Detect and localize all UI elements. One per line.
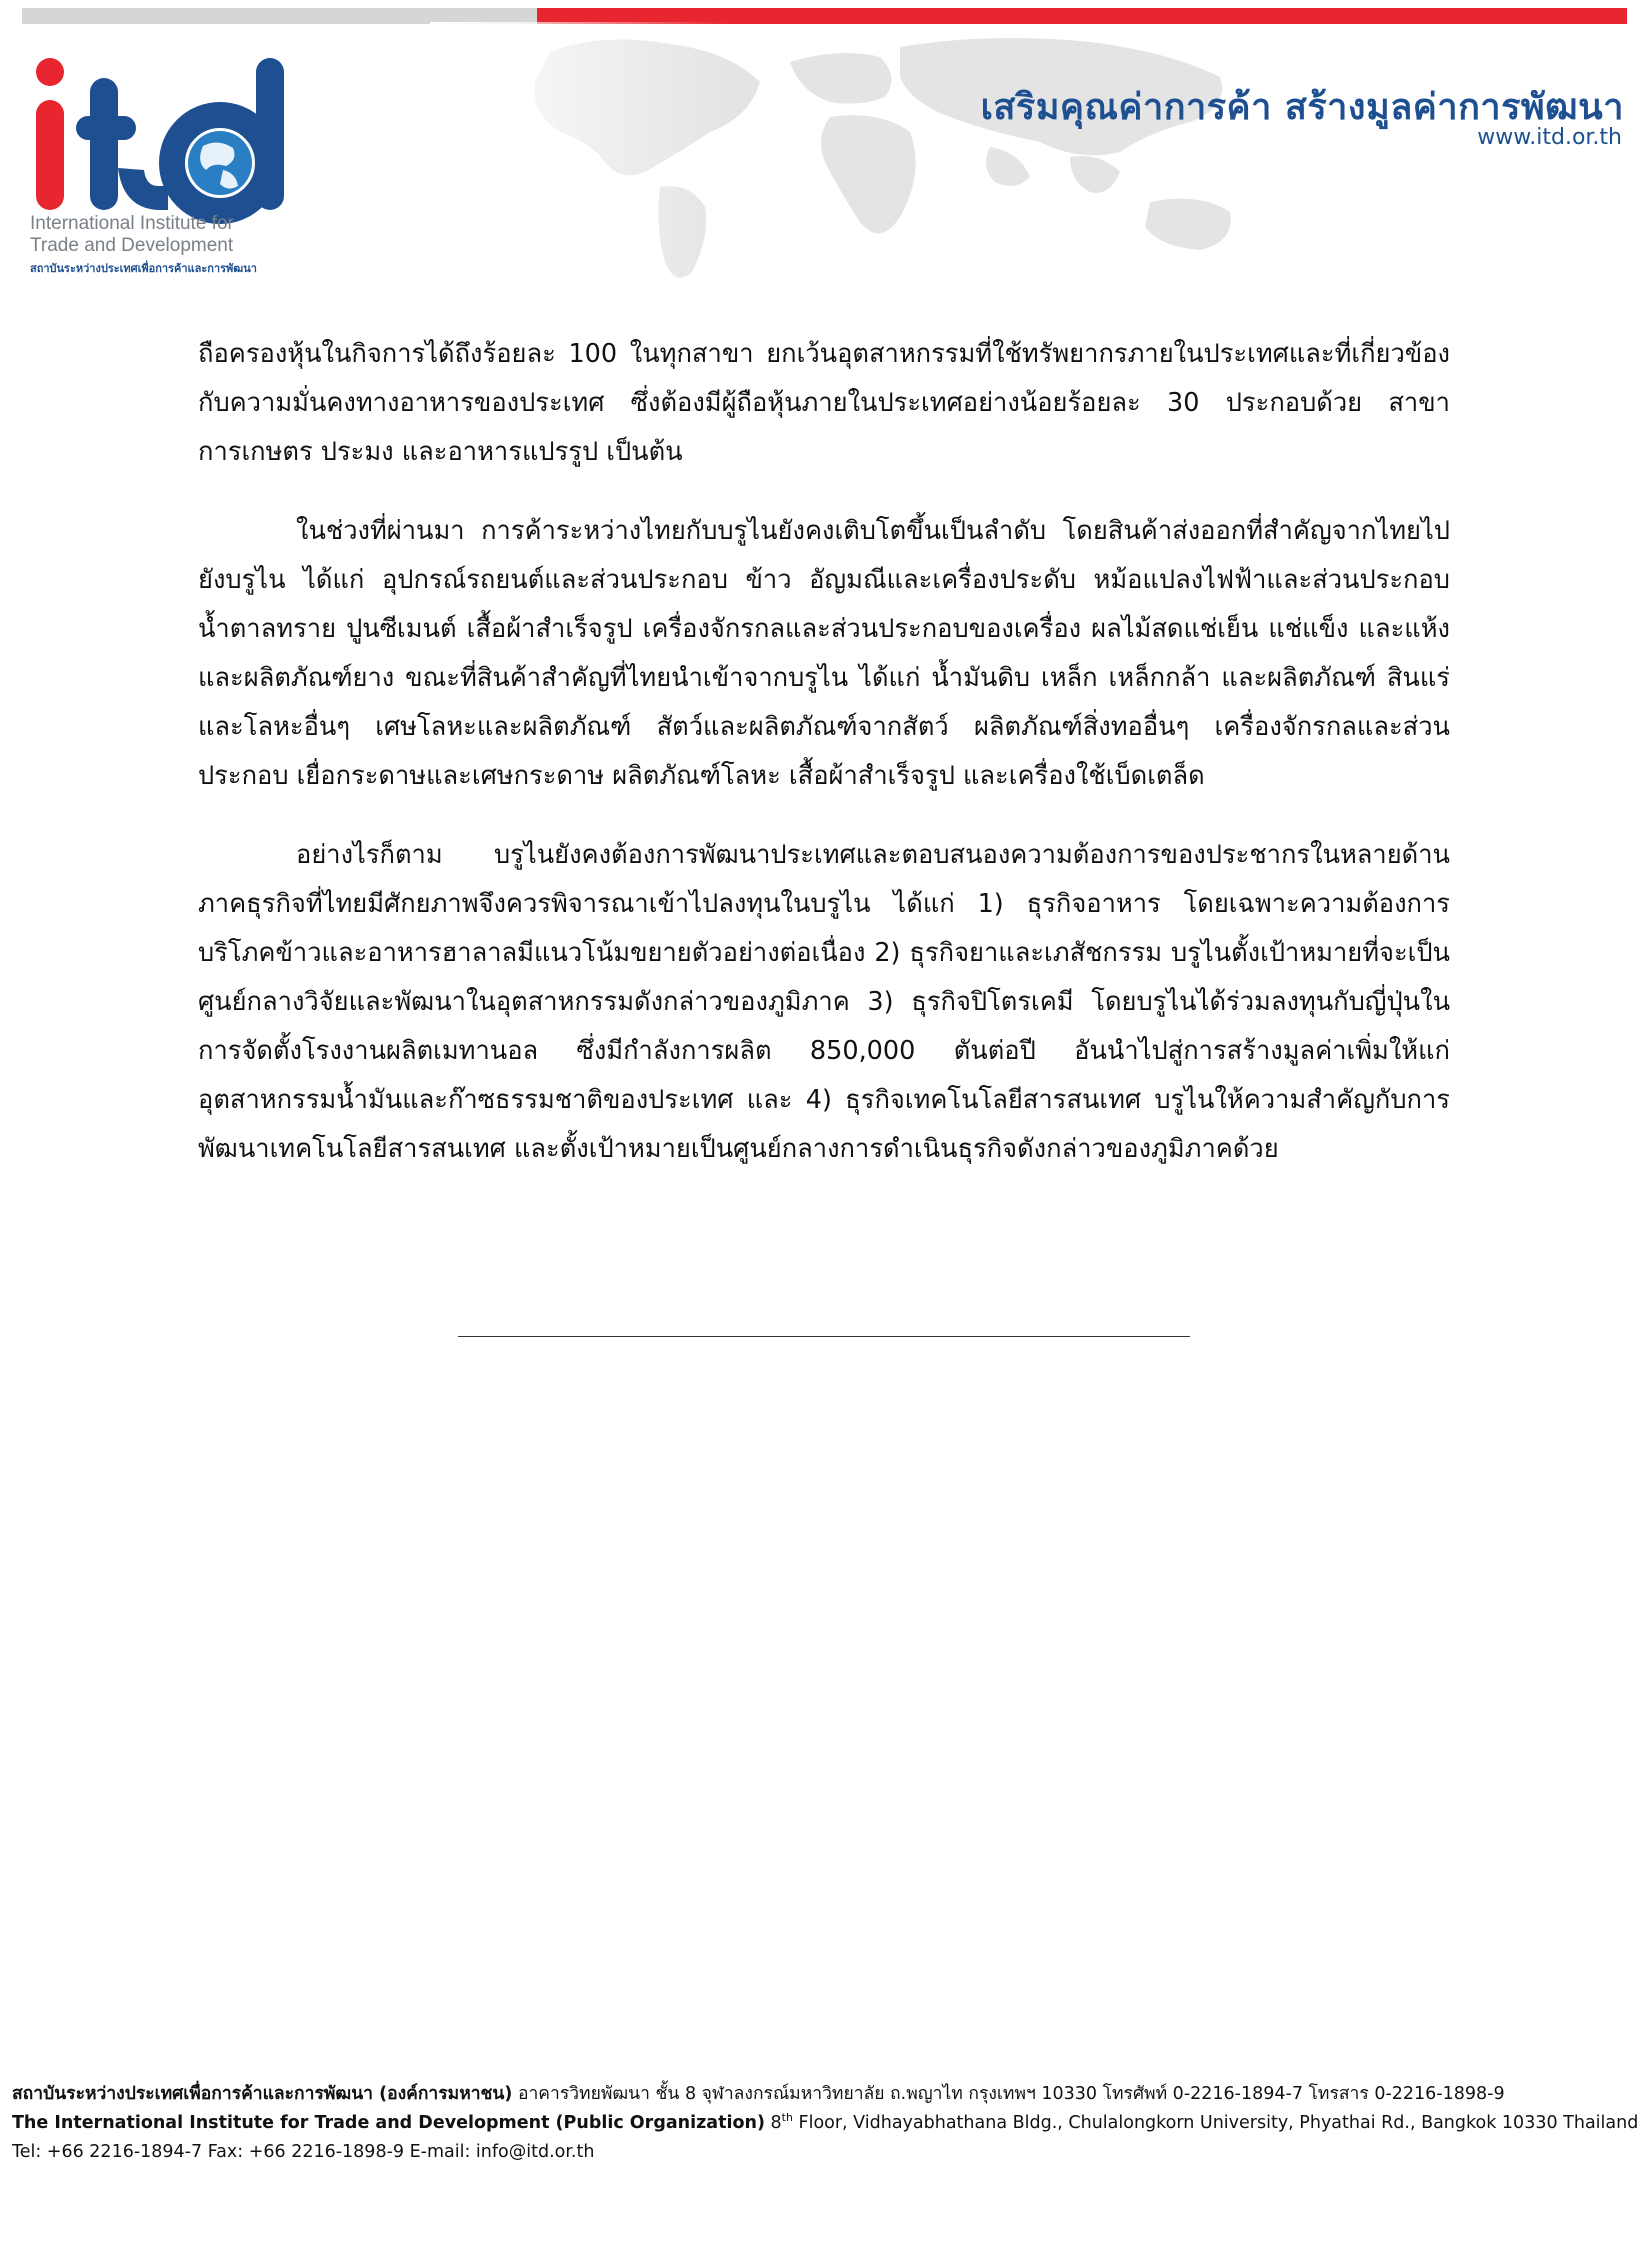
world-map-watermark <box>430 22 1630 292</box>
footer-floor-number: 8 <box>764 2113 782 2133</box>
footer-floor-suffix: th <box>781 2111 793 2125</box>
paragraph-3: อย่างไรก็ตาม บรูไนยังคงต้องการพัฒนาประเทศและตอบสนองความต้องการของประชากรในหลายด้าน ภาคธุรกิจที่ไทยมีศักยภาพจึงควรพิจารณาเข้าไปลงทุนในบรูไน ได้แก่ 1) ธุรกิจอาหาร โดยเฉพาะความต้องการบริโภคข้าวและอาหารฮาลาลมีแนวโน้มขยายตัวอย่างต่อเนื่อง 2) ธุรกิจยาและเภสัชกรรม บรูไนตั้งเป้าหมายที่จะเป็นศูนย์กลางวิจัยและพัฒนาในอุตสาหกรรมดังกล่าวของภูมิภาค 3) ธุรกิจปิโตรเคมี โดยบรูไนได้ร่วมลงทุนกับญี่ปุ่นในการจัดตั้งโรงงานผลิตเมทานอล ซึ่งมีกำลังการผลิต 850,000 ตันต่อปี อันนำไปสู่การสร้างมูลค่าเพิ่มให้แก่อุตสาหกรรมน้ำมันและก๊าซธรรมชาติของประเทศ และ 4) ธุรกิจเทคโนโลยีสารสนเทศ บรูไนให้ความสำคัญกับการพัฒนาเทคโนโลยีสารสนเทศ และตั้งเป้าหมายเป็นศูนย์กลางการดำเนินธุรกิจดังกล่าวของภูมิภาคด้วย <box>198 840 1450 1164</box>
header-slogan: เสริมคุณค่าการค้า สร้างมูลค่าการพัฒนา <box>980 87 1624 128</box>
section-divider <box>458 1336 1190 1337</box>
paragraph-2: ในช่วงที่ผ่านมา การค้าระหว่างไทยกับบรูไนยังคงเติบโตขึ้นเป็นลำดับ โดยสินค้าส่งออกที่สำคัญจากไทยไปยังบรูไน ได้แก่ อุปกรณ์รถยนต์และส่วนประกอบ ข้าว อัญมณีและเครื่องประดับ หม้อแปลงไฟฟ้าและส่วนประกอบ น้ำตาลทราย ปูนซีเมนต์ เสื้อผ้าสำเร็จรูป เครื่องจักรกลและส่วนประกอบของเครื่อง ผลไม้สดแช่เย็น แช่แข็ง และแห้ง และผลิตภัณฑ์ยาง ขณะที่สินค้าสำคัญที่ไทยนำเข้าจากบรูไน ได้แก่ น้ำมันดิบ เหล็ก เหล็กกล้า และผลิตภัณฑ์ สินแร่และโลหะอื่นๆ เศษโลหะและผลิตภัณฑ์ สัตว์และผลิตภัณฑ์จากสัตว์ ผลิตภัณฑ์สิ่งทออื่นๆ เครื่องจักรกลและส่วนประกอบ เยื่อกระดาษและเศษกระดาษ ผลิตภัณฑ์โลหะ เสื้อผ้าสำเร็จรูป และเครื่องใช้เบ็ดเตล็ด <box>198 516 1450 791</box>
logo-thai-name: สถาบันระหว่างประเทศเพื่อการค้าและการพัฒนา <box>30 263 257 275</box>
document-body <box>198 330 1450 1204</box>
footer-line-thai <box>12 2080 1642 2109</box>
footer-thai-org-name: สถาบันระหว่างประเทศเพื่อการค้าและการพัฒนา (องค์การมหาชน) <box>12 2084 513 2104</box>
footer-thai-address: อาคารวิทยพัฒนา ชั้น 8 จุฬาลงกรณ์มหาวิทยาลัย ถ.พญาไท กรุงเทพฯ 10330 โทรศัพท์ 0-2216-1894-7 โทรสาร 0-2216-1898-9 <box>512 2084 1505 2104</box>
paragraph-1: ถือครองหุ้นในกิจการได้ถึงร้อยละ 100 ในทุกสาขา ยกเว้นอุตสาหกรรมที่ใช้ทรัพยากรภายในประเทศและที่เกี่ยวข้องกับความมั่นคงทางอาหารของประเทศ ซึ่งต้องมีผู้ถือหุ้นภายในประเทศอย่างน้อยร้อยละ 30 ประกอบด้วย สาขาการเกษตร ประมง และอาหารแปรรูป เป็นต้น <box>198 339 1450 467</box>
footer-english-org-name: The International Institute for Trade and Development (Public Organization) <box>12 2113 765 2133</box>
footer <box>12 2080 1642 2167</box>
footer-english-address: Floor, Vidhayabhathana Bldg., Chulalongkorn University, Phyathai Rd., Bangkok 10330 Thailand <box>792 2113 1639 2133</box>
logo-english-line2: Trade and Development <box>30 235 234 256</box>
header-website: www.itd.or.th <box>1477 125 1622 150</box>
logo-english-line1: International Institute for <box>30 213 234 234</box>
footer-line-english <box>12 2109 1642 2138</box>
footer-line-contact: Tel: +66 2216-1894-7 Fax: +66 2216-1898-9 E-mail: info@itd.or.th <box>12 2142 595 2162</box>
logo-text <box>30 213 300 277</box>
